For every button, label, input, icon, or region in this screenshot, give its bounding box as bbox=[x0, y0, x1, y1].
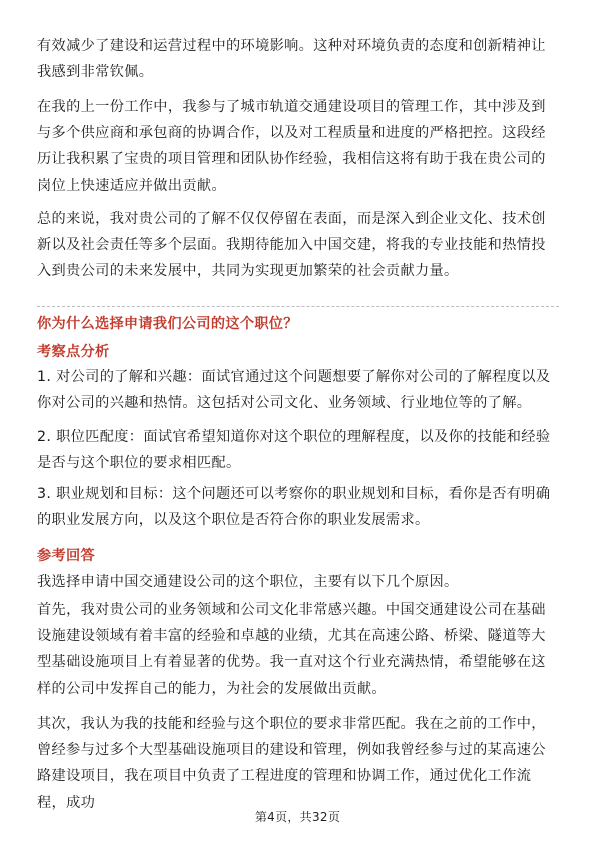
section-divider bbox=[37, 306, 559, 307]
intro-paragraph-1: 有效减少了建设和运营过程中的环境影响。这种对环境负责的态度和创新精神让我感到非常钦佩。 bbox=[37, 38, 546, 81]
answer-paragraph-1: 我选择申请中国交通建设公司的这个职位，主要有以下几个原因。 bbox=[37, 574, 459, 590]
analysis-point-3: 3. 职业规划和目标：这个问题还可以考察你的职业规划和目标，看你是否有明确的职业发展方向，以及这个职位是否符合你的职业发展需求。 bbox=[37, 486, 551, 529]
intro-paragraph-2: 在我的上一份工作中，我参与了城市轨道交通建设项目的管理工作，其中涉及到与多个供应商和承包商的协调合作，以及对工程质量和进度的严格把控。这段经历让我积累了宝贵的项目管理和团队协作经验，我相信这将有助于我在贵公司的岗位上快速适应并做出贡献。 bbox=[37, 99, 546, 194]
answer-heading: 参考回答 bbox=[37, 548, 95, 564]
analysis-heading: 考察点分析 bbox=[37, 344, 110, 360]
page-number: 第4页，共32页 bbox=[254, 810, 341, 824]
analysis-point-2: 2. 职位匹配度：面试官希望知道你对这个职位的理解程度，以及你的技能和经验是否与这个职位的要求相匹配。 bbox=[37, 429, 551, 472]
answer-paragraph-3: 其次，我认为我的技能和经验与这个职位的要求非常匹配。我在之前的工作中，曾经参与过多个大型基础设施项目的建设和管理，例如我曾经参与过的某高速公路建设项目，我在项目中负责了工程进度的管理和协调工作，通过优化工作流程，成功 bbox=[37, 716, 546, 811]
answer-paragraph-2: 首先，我对贵公司的业务领域和公司文化非常感兴趣。中国交通建设公司在基础设施建设领域有着丰富的经验和卓越的业绩，尤其在高速公路、桥梁、隧道等大型基础设施项目上有着显著的优势。我一直对这个行业充满热情，希望能够在这样的公司中发挥自己的能力，为社会的发展做出贡献。 bbox=[37, 602, 546, 697]
question-title: 你为什么选择申请我们公司的这个职位？ bbox=[37, 316, 298, 332]
analysis-point-1: 1. 对公司的了解和兴趣：面试官通过这个问题想要了解你对公司的了解程度以及你对公司的兴趣和热情。这包括对公司文化、业务领域、行业地位等的了解。 bbox=[37, 369, 551, 412]
intro-paragraph-3: 总的来说，我对贵公司的了解不仅仅停留在表面，而是深入到企业文化、技术创新以及社会责任等多个层面。我期待能加入中国交建，将我的专业技能和热情投入到贵公司的未来发展中，共同为实现更加繁荣的社会贡献力量。 bbox=[37, 211, 546, 280]
